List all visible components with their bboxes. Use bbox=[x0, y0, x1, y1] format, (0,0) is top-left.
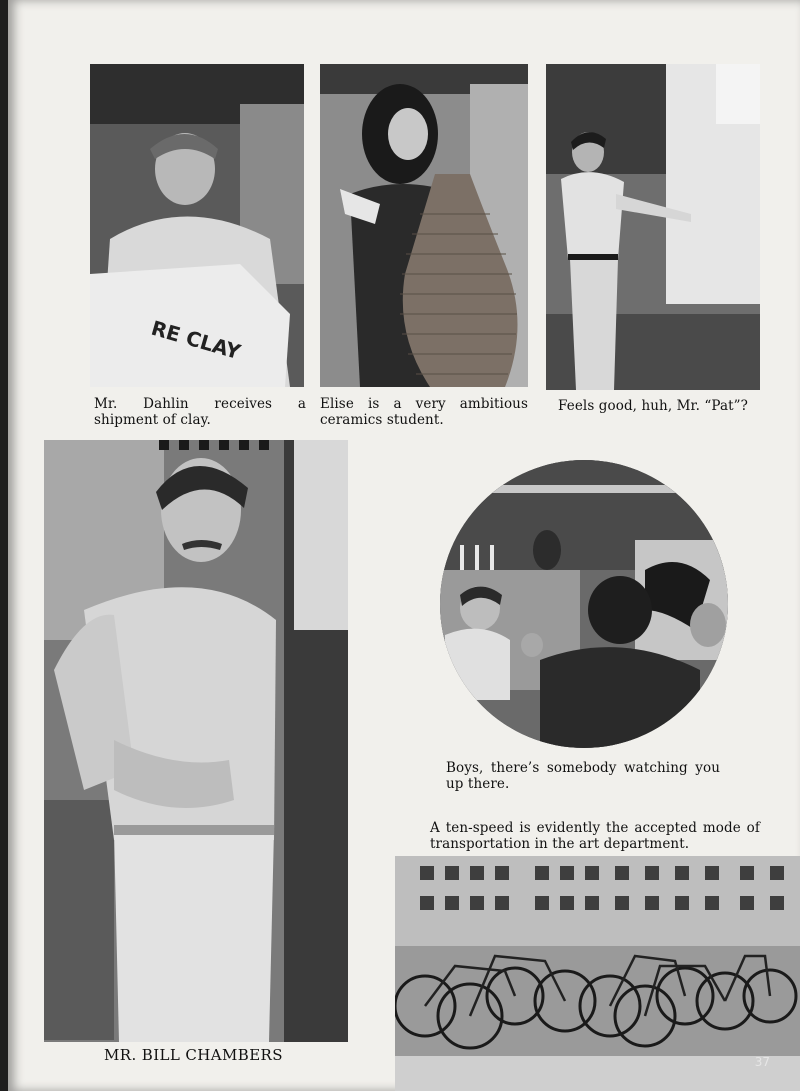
photo-elise-vase bbox=[320, 64, 528, 387]
caption-chambers: MR. BILL CHAMBERS bbox=[104, 1046, 283, 1064]
caption-pat: Feels good, huh, Mr. “Pat”? bbox=[558, 398, 748, 414]
yearbook-page bbox=[8, 0, 800, 1091]
photo-bill-chambers bbox=[44, 440, 348, 1042]
photo-boys-circle bbox=[440, 460, 728, 748]
page-number: 37 bbox=[754, 1055, 770, 1069]
photo-dahlin-clay bbox=[90, 64, 304, 387]
caption-tenspeed: A ten-speed is evidently the accepted mode of transportation in the art department. bbox=[430, 820, 760, 852]
photo-bicycles bbox=[395, 856, 800, 1091]
caption-boys: Boys, there’s somebody watching you up there. bbox=[446, 760, 720, 792]
caption-dahlin: Mr. Dahlin receives a shipment of clay. bbox=[94, 396, 306, 428]
photo-mr-pat-sculpture bbox=[546, 64, 760, 390]
clay-bag-label: RE CLAY bbox=[148, 315, 244, 365]
caption-elise: Elise is a very ambitious ceramics student. bbox=[320, 396, 528, 428]
